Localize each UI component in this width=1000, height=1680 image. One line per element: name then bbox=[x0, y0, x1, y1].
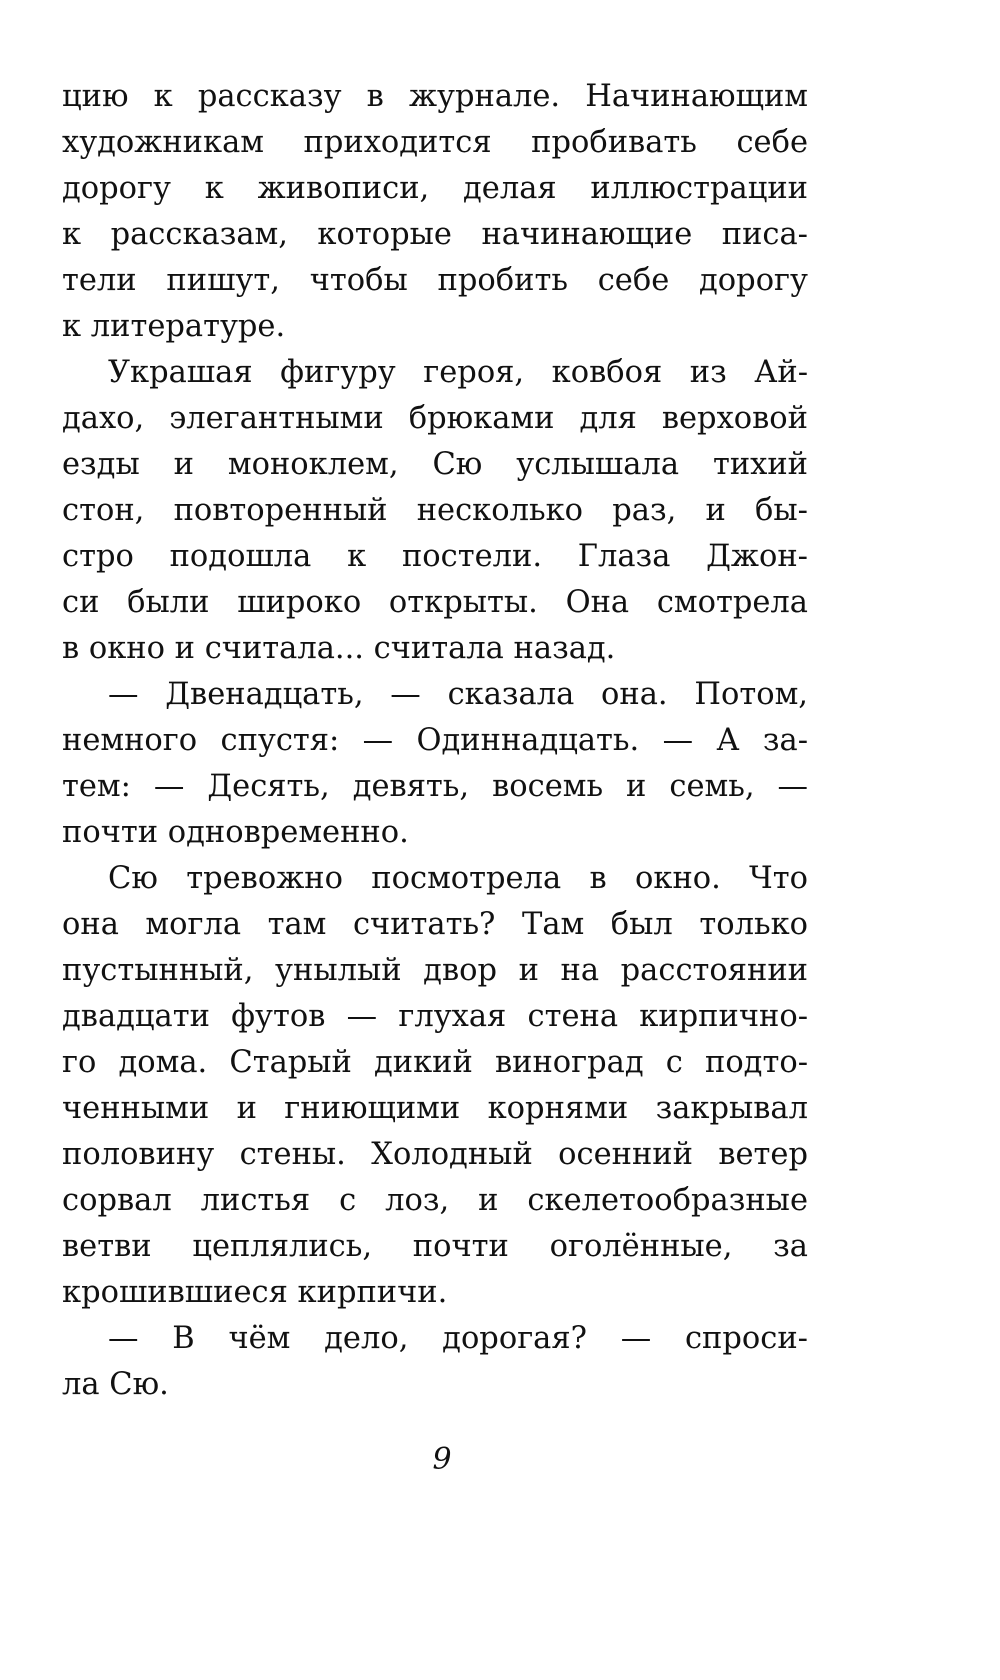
text-line: дорогу к живописи, делая иллюстрации bbox=[62, 171, 808, 206]
text-line: ветви цеплялись, почти оголённые, за bbox=[62, 1229, 808, 1264]
page-number: 9 bbox=[432, 1442, 452, 1477]
text-line: Украшая фигуру героя, ковбоя из Ай- bbox=[108, 355, 808, 390]
paragraph-2 bbox=[62, 350, 808, 672]
text-line: тели пишут, чтобы пробить себе дорогу bbox=[62, 263, 808, 298]
text-line: стро подошла к постели. Глаза Джон- bbox=[62, 539, 808, 574]
paragraph-4 bbox=[62, 856, 808, 1316]
text-line: художникам приходится пробивать себе bbox=[62, 125, 808, 160]
text-line: ченными и гниющими корнями закрывал bbox=[62, 1091, 808, 1126]
text-line: си были широко открыты. Она смотрела bbox=[62, 585, 808, 620]
page-text bbox=[62, 74, 808, 1408]
text-line: половину стены. Холодный осенний ветер bbox=[62, 1137, 808, 1172]
paragraph-5 bbox=[62, 1316, 808, 1408]
text-line: ла Сю. bbox=[62, 1367, 169, 1402]
text-line: — Двенадцать, — сказала она. Потом, bbox=[108, 677, 808, 712]
text-line: к рассказам, которые начинающие писа- bbox=[62, 217, 808, 252]
text-line: тем: — Десять, девять, восемь и семь, — bbox=[62, 769, 808, 804]
text-line: — В чём дело, дорогая? — спроси- bbox=[108, 1321, 808, 1356]
text-line: го дома. Старый дикий виноград с подто- bbox=[62, 1045, 808, 1080]
text-line: цию к рассказу в журнале. Начинающим bbox=[62, 79, 808, 114]
text-line: дахо, элегантными брюками для верховой bbox=[62, 401, 808, 436]
text-line: Сю тревожно посмотрела в окно. Что bbox=[108, 861, 808, 896]
text-line: пустынный, унылый двор и на расстоянии bbox=[62, 953, 808, 988]
text-line: двадцати футов — глухая стена кирпично- bbox=[62, 999, 808, 1034]
text-line: крошившиеся кирпичи. bbox=[62, 1275, 448, 1310]
text-line: к литературе. bbox=[62, 309, 286, 344]
text-line: она могла там считать? Там был только bbox=[62, 907, 808, 942]
text-line: немного спустя: — Одиннадцать. — А за- bbox=[62, 723, 808, 758]
text-line: в окно и считала... считала назад. bbox=[62, 631, 616, 666]
paragraph-3 bbox=[62, 672, 808, 856]
paragraph-1 bbox=[62, 74, 808, 350]
text-line: езды и моноклем, Сю услышала тихий bbox=[62, 447, 808, 482]
text-line: почти одновременно. bbox=[62, 815, 409, 850]
text-line: стон, повторенный несколько раз, и бы- bbox=[62, 493, 808, 528]
text-line: сорвал листья с лоз, и скелетообразные bbox=[62, 1183, 808, 1218]
